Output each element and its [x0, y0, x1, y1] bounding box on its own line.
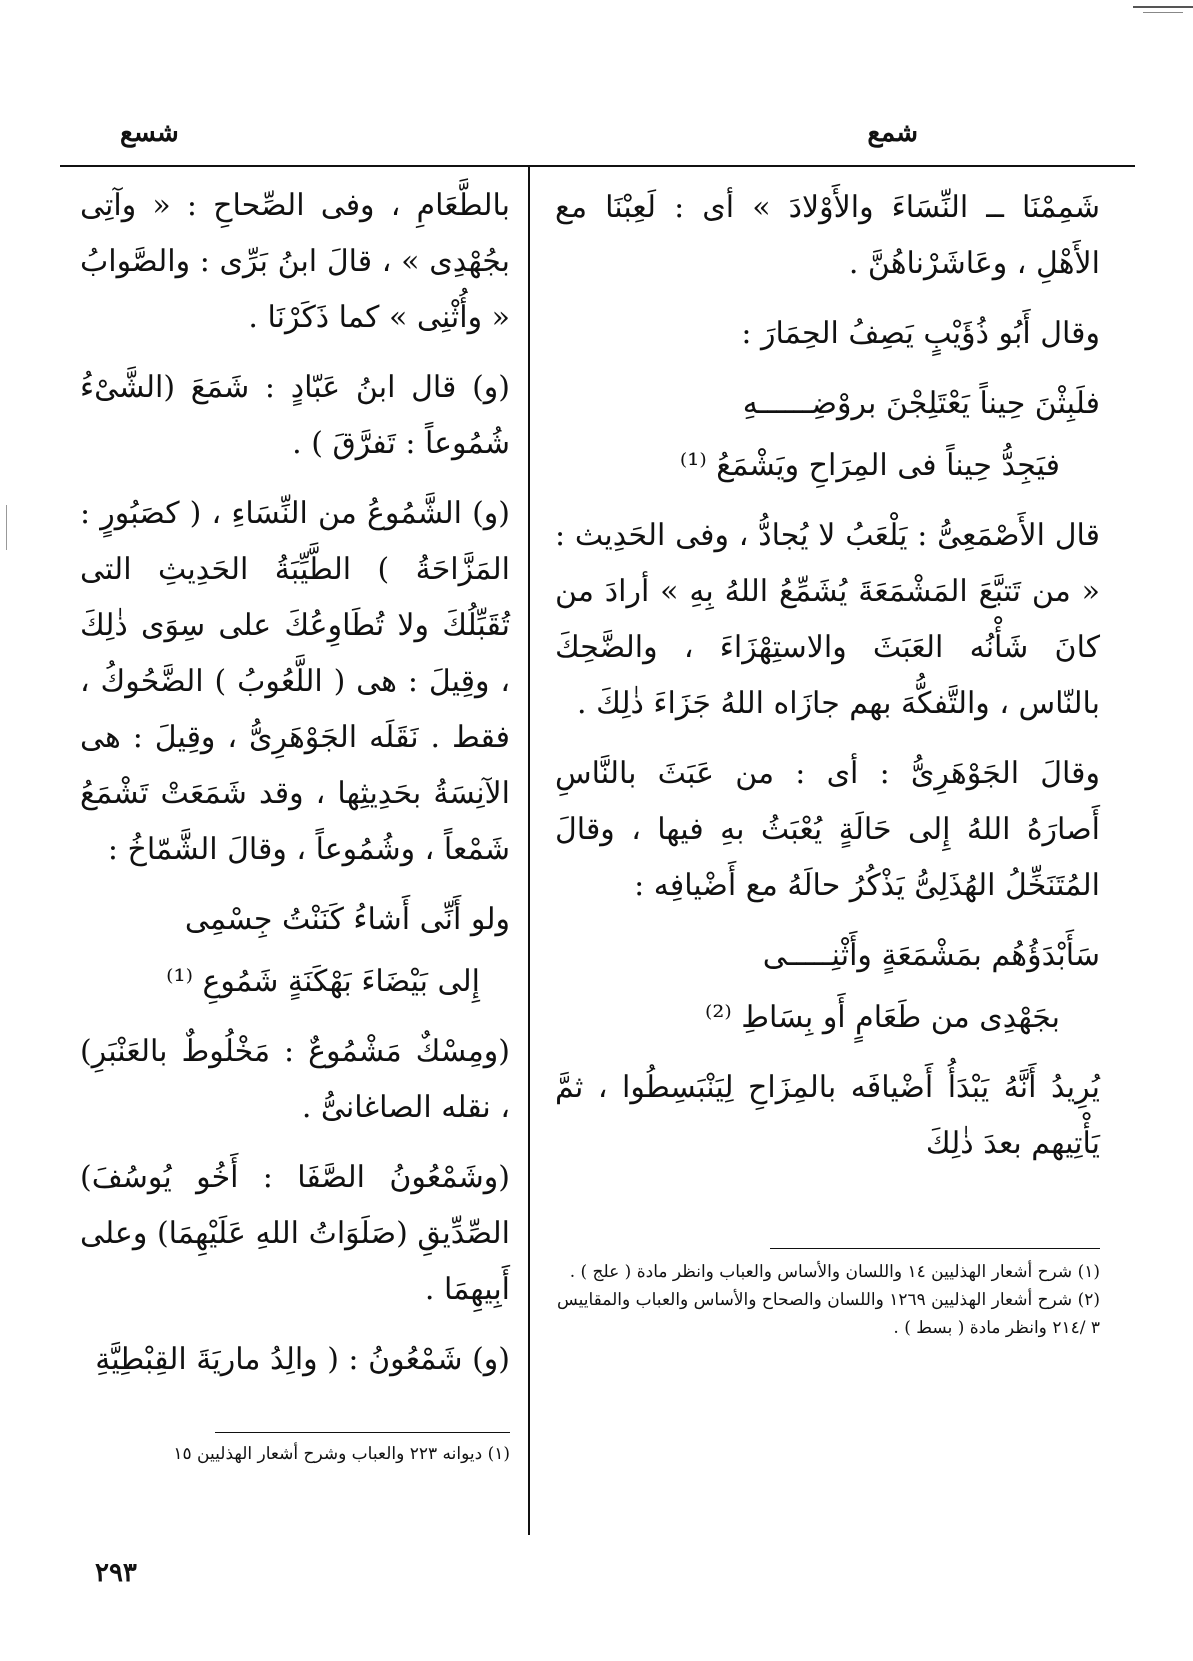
verse-hemistich: فلَبِثْنَ حِيناً يَعْتَلِجْنَ بروْضِــــــهِ [742, 386, 1100, 421]
verse-hemistich: إِلى بَيْضَاءَ بَهْكَنَةٍ شَمُوعِ ⁽¹⁾ [166, 964, 480, 999]
footnote: (١) شرح أشعار الهذليين ١٤ واللسان والأساس والعباب وانظر مادة ( علج ) . [569, 1262, 1100, 1282]
footnote-rule [770, 1248, 1100, 1249]
header-rule [60, 165, 1135, 167]
verse-hemistich: بجَهْدِى من طَعَامٍ أَو بِسَاطِ ⁽²⁾ [704, 1000, 1060, 1035]
paragraph: وقال أَبُو ذُؤَيْبٍ يَصِفُ الحِمَارَ : [741, 316, 1100, 351]
paragraph: (ومِسْكٌ مَشْمُوعٌ : مَخْلُوطٌ بالعَنْبَرِ) ، نقله الصاغانىُّ . [80, 1034, 510, 1125]
paragraph: (و) قال ابنُ عَبّادٍ : شَمَعَ (الشَّىْءُ شُمُوعاً : تَفرَّقَ ) . [80, 370, 510, 461]
page-number: ٢٩٣ [95, 1558, 137, 1588]
verse-line [555, 376, 1100, 432]
footnotes-left [80, 1440, 510, 1468]
paragraph: (و) الشَّمُوعُ من النِّسَاءِ ، ( كصَبُورٍ : المَزَّاحَةُ ) الطَّيِّبَةُ الحَدِيثِ التى تُقَبِّلُكَ ولا تُطَاوِعُكَ على سِوَى ذٰلِكَ ، وقِيلَ : هى ( اللَّعُوبُ ) الضَّحُوكُ ، فقط . نَقَلَه الجَوْهَرِىُّ ، وقِيلَ : هى الآنِسَةُ بحَدِيثِها ، وقد شَمَعَتْ تَشْمَعُ شَمْعاً ، وشُمُوعاً ، وقالَ الشَّمّاخُ : [80, 496, 510, 867]
verse-line [555, 438, 1100, 494]
margin-mark [6, 505, 7, 550]
running-header-left: شسع [120, 118, 179, 148]
column-divider [528, 165, 530, 1535]
verse-abu-dhuayb [555, 376, 1100, 494]
top-corner-mark [1133, 6, 1193, 8]
verse-line [80, 892, 510, 948]
footnote: (٢) شرح أشعار الهذليين ١٢٦٩ واللسان والصحاح والأساس والعباب والمقاييس ٣ /٢١٤ وانظر مادة ( بسط ) . [556, 1290, 1100, 1338]
verse-hemistich: فيَجِدُّ حِيناً فى المِرَاحِ ويَشْمَعُ ⁽¹⁾ [679, 448, 1060, 483]
verse-line [555, 928, 1100, 984]
paragraph: يُرِيدُ أَنَّهُ يَبْدَأُ أَضْيافَه بالمِزَاحِ لِيَنْبَسِطُوا ، ثمَّ يَأْتِيهم بعدَ ذٰلِكَ [555, 1070, 1100, 1161]
paragraph: قال الأَصْمَعِىُّ : يَلْعَبُ لا يُجادُّ ، وفى الحَدِيث : « من تَتبَّعَ المَشْمَعَةَ يُشَمِّعُ اللهُ بِهِ » أرادَ من كانَ شَأْنُه العَبَثَ والاستِهْزَاءَ ، والضَّحِكَ بالنّاس ، والتَّفكُّهَ بهم جازَاه اللهُ جَزَاءَ ذٰلِكَ . [555, 518, 1100, 721]
verse-line [555, 990, 1100, 1046]
paragraph: شَمِمْنَا ــ النِّسَاءَ والأَوْلادَ » أى : لَعِبْنَا مع الأَهْلِ ، وعَاشَرْناهُنَّ . [555, 190, 1100, 281]
verse-hemistich: ولو أَنِّى أَشاءُ كَنَنْتُ جِسْمِى [184, 902, 510, 937]
top-corner-mark-2 [1143, 12, 1183, 13]
verse-shammakh [80, 892, 510, 1010]
running-header-right: شمع [867, 118, 918, 148]
right-column [555, 180, 1100, 1186]
paragraph: (و) شَمْعُونُ : ( والِدُ ماريَةَ القِبْطِيَّةِ [95, 1342, 510, 1377]
verse-hemistich: سَأَبْدَؤُهُم بمَشْمَعَةٍ وأَثْنِـــــى [762, 938, 1100, 973]
footnote-rule [215, 1432, 510, 1433]
left-column [80, 178, 510, 1402]
footnotes-right [555, 1258, 1100, 1342]
paragraph: بالطَّعَامِ ، وفى الصِّحاحِ : « وآتِى بجُهْدِى » ، قالَ ابنُ بَرِّى : والصَّوابُ « وأُثْنِى » كما ذَكَرْنَا . [80, 188, 510, 335]
verse-line [80, 954, 510, 1010]
paragraph: (وشَمْعُونُ الصَّفَا : أَخُو يُوسُفَ) الصِّدِّيقِ (صَلَوَاتُ اللهِ عَلَيْهِمَا) وعلى أَبِيهِمَا . [80, 1160, 510, 1307]
verse-mutanakhkhil [555, 928, 1100, 1046]
paragraph: وقالَ الجَوْهَرِىُّ : أى : من عَبَثَ بالنَّاسِ أَصارَهُ اللهُ إِلى حَالَةٍ يُعْبَثُ بهِ فيها ، وقالَ المُتَنَخِّلُ الهُذَلِىُّ يَذْكُرُ حالَهُ مع أَضْيافِه : [555, 756, 1100, 903]
footnote: (١) ديوانه ٢٢٣ والعباب وشرح أشعار الهذليين ١٥ [173, 1444, 510, 1464]
